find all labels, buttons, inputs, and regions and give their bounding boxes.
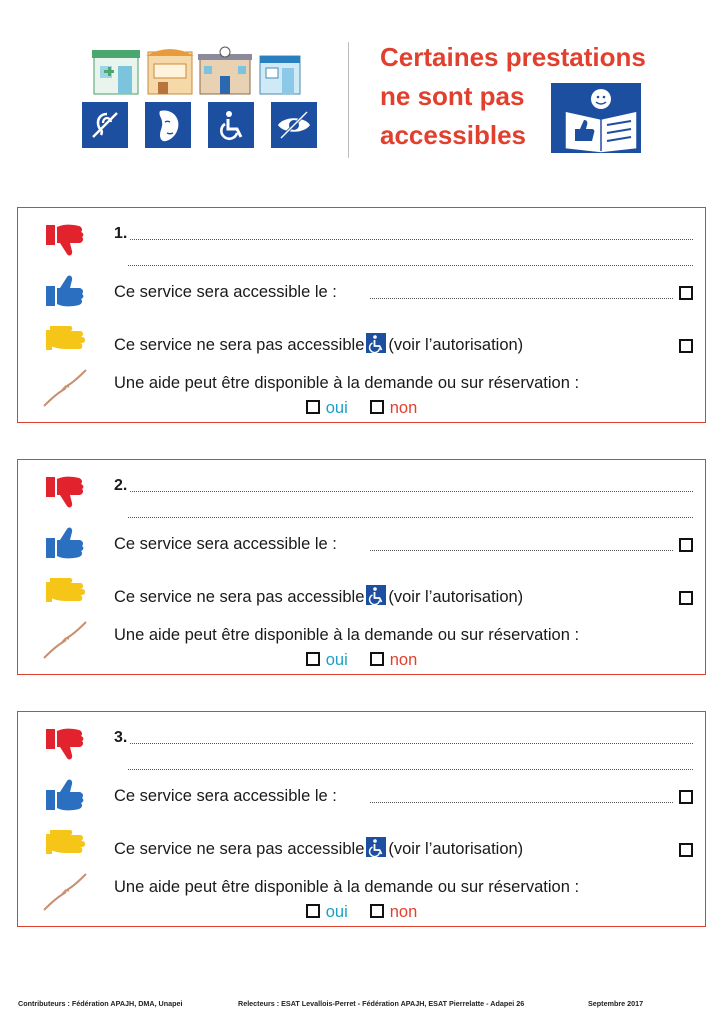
wheelchair-icon	[366, 837, 386, 857]
non-label: non	[389, 399, 418, 417]
authorization-label: (voir l’autorisation)	[388, 336, 524, 354]
service-name-row	[114, 476, 693, 495]
not-accessible-checkbox[interactable]	[679, 843, 693, 857]
accessible-date-input[interactable]	[370, 297, 673, 299]
oui-checkbox[interactable]	[306, 652, 320, 666]
service-number: 1.	[114, 225, 128, 242]
not-accessible-row	[114, 837, 693, 859]
service-name-input-line2[interactable]	[128, 768, 693, 770]
page-header	[0, 0, 724, 180]
non-checkbox[interactable]	[370, 652, 384, 666]
school-building-icon	[198, 47, 252, 94]
footer-reviewers: Relecteurs : ESAT Levallois-Perret - Fédération APAJH, ESAT Pierrelatte - Adapei 26	[238, 999, 525, 1008]
non-label: non	[389, 651, 418, 669]
thumbs-up-icon	[42, 772, 88, 812]
service-card-2	[17, 459, 706, 675]
service-name-row	[114, 224, 693, 243]
post-office-building-icon	[260, 56, 300, 94]
deaf-ear-icon	[82, 102, 128, 148]
accessible-date-input[interactable]	[370, 801, 673, 803]
oui-label: oui	[325, 399, 348, 417]
wheelchair-icon	[208, 102, 254, 148]
pharmacy-building-icon	[92, 50, 140, 94]
accessible-date-row	[114, 787, 693, 806]
thumbs-down-icon	[42, 727, 88, 767]
non-checkbox[interactable]	[370, 400, 384, 414]
help-row	[114, 374, 693, 393]
not-accessible-label: Ce service ne sera pas accessible	[114, 336, 365, 354]
accessible-label: Ce service sera accessible le :	[114, 535, 337, 553]
not-accessible-row	[114, 585, 693, 607]
service-name-input[interactable]	[130, 742, 693, 744]
help-label: Une aide peut être disponible à la demande ou sur réservation :	[114, 878, 580, 896]
help-choices	[18, 399, 705, 418]
help-choices	[18, 903, 705, 922]
title-line: accessibles	[380, 120, 527, 150]
buildings-illustration	[92, 44, 302, 96]
authorization-label: (voir l’autorisation)	[388, 840, 524, 858]
accessible-checkbox[interactable]	[679, 538, 693, 552]
service-name-input-line2[interactable]	[128, 264, 693, 266]
accessible-label: Ce service sera accessible le :	[114, 787, 337, 805]
accessible-checkbox[interactable]	[679, 790, 693, 804]
service-card-1	[17, 207, 706, 423]
accessible-checkbox[interactable]	[679, 286, 693, 300]
oui-checkbox[interactable]	[306, 400, 320, 414]
service-number: 3.	[114, 729, 128, 746]
title-line: ne sont pas	[380, 81, 525, 111]
oui-label: oui	[325, 651, 348, 669]
oui-label: oui	[325, 903, 348, 921]
service-name-input-line2[interactable]	[128, 516, 693, 518]
oui-checkbox[interactable]	[306, 904, 320, 918]
not-accessible-label: Ce service ne sera pas accessible	[114, 588, 365, 606]
header-divider	[348, 42, 349, 158]
help-choices	[18, 651, 705, 670]
service-number: 2.	[114, 477, 128, 494]
thumbs-up-icon	[42, 268, 88, 308]
authorization-label: (voir l’autorisation)	[388, 588, 524, 606]
low-vision-eye-icon	[271, 102, 317, 148]
thumbs-down-icon	[42, 223, 88, 263]
not-accessible-row	[114, 333, 693, 355]
non-label: non	[389, 903, 418, 921]
help-label: Une aide peut être disponible à la demande ou sur réservation :	[114, 374, 580, 392]
footer-date: Septembre 2017	[588, 999, 644, 1008]
service-name-line2	[114, 756, 693, 770]
service-name-line2	[114, 252, 693, 266]
help-row	[114, 878, 693, 897]
accessible-label: Ce service sera accessible le :	[114, 283, 337, 301]
not-accessible-checkbox[interactable]	[679, 339, 693, 353]
wheelchair-icon	[366, 333, 386, 353]
thumb-sideways-icon	[42, 826, 88, 866]
thumb-sideways-icon	[42, 574, 88, 614]
mental-disability-face-icon	[145, 102, 191, 148]
service-name-input[interactable]	[130, 238, 693, 240]
wheelchair-icon	[366, 585, 386, 605]
service-card-3	[17, 711, 706, 927]
thumbs-up-icon	[42, 520, 88, 560]
easy-to-read-person-icon	[551, 83, 641, 153]
accessible-date-row	[114, 283, 693, 302]
bakery-building-icon	[146, 49, 194, 94]
thumbs-down-icon	[42, 475, 88, 515]
accessibility-icons	[82, 102, 317, 148]
title-line: Certaines prestations	[380, 42, 646, 72]
help-label: Une aide peut être disponible à la demande ou sur réservation :	[114, 626, 580, 644]
non-checkbox[interactable]	[370, 904, 384, 918]
help-row	[114, 626, 693, 645]
service-name-line2	[114, 504, 693, 518]
not-accessible-label: Ce service ne sera pas accessible	[114, 840, 365, 858]
service-name-input[interactable]	[130, 490, 693, 492]
service-name-row	[114, 728, 693, 747]
not-accessible-checkbox[interactable]	[679, 591, 693, 605]
thumb-sideways-icon	[42, 322, 88, 362]
accessible-date-row	[114, 535, 693, 554]
accessible-date-input[interactable]	[370, 549, 673, 551]
footer-contributors: Contributeurs : Fédération APAJH, DMA, Unapei	[18, 999, 183, 1008]
